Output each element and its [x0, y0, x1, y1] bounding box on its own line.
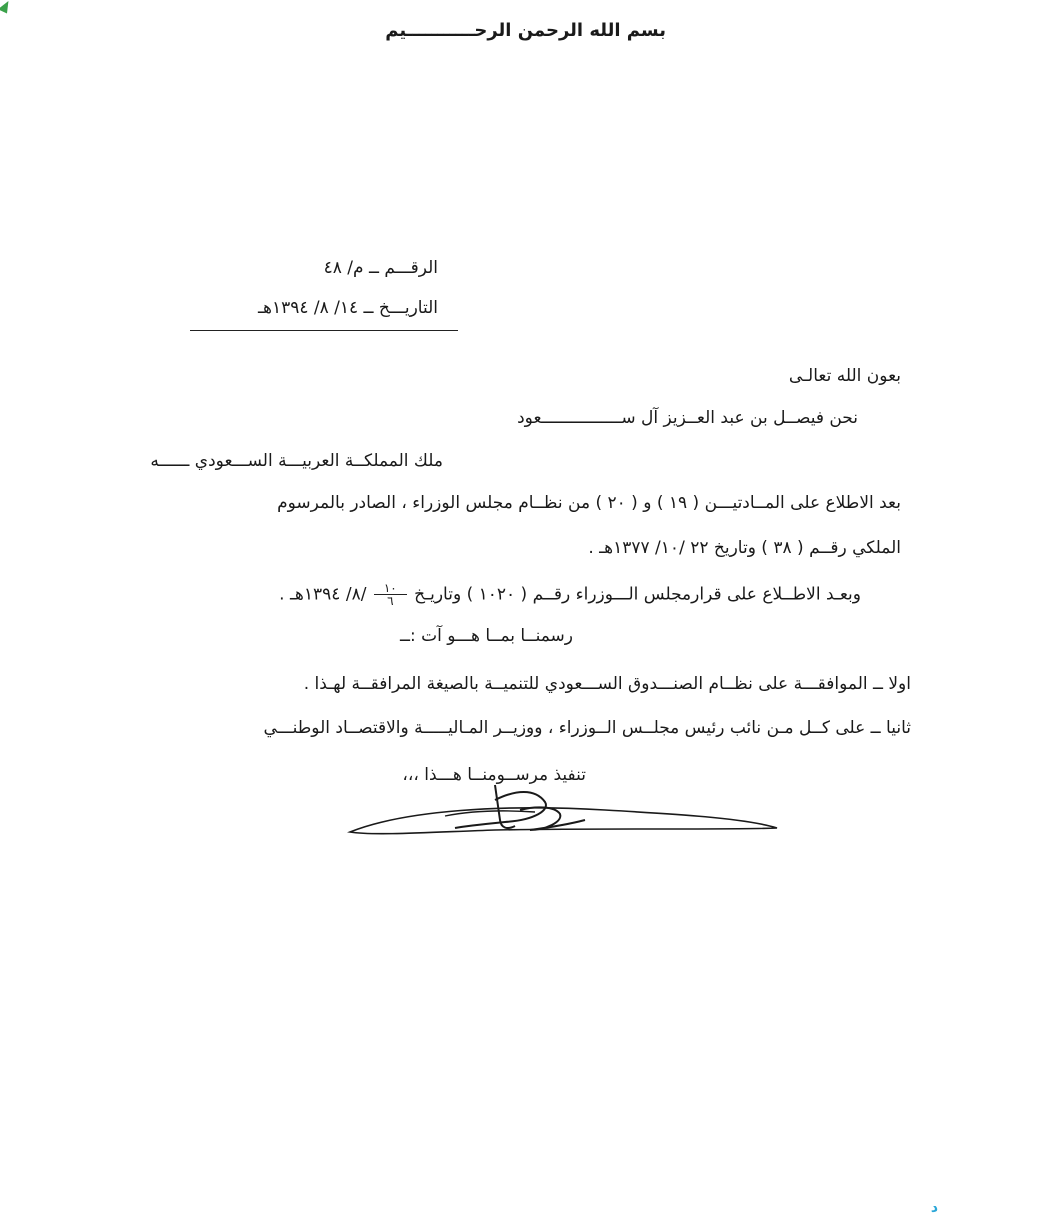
- article-two: ثانيا ــ على كــل مـن نائب رئيس مجلــس الــوزراء ، ووزيــر المـاليـــــة والاقتصــاد الوطنـــي: [263, 718, 911, 738]
- article-two-continuation: تنفيذ مرســومنــا هـــذا ،،،: [402, 765, 586, 785]
- preamble-line-3-start: وبعـد الاطــلاع على قرارمجلس الـــوزراء رقــم ( ١٠٢٠ ) وتاريـخ: [414, 584, 861, 605]
- preamble-line-3: [279, 582, 861, 607]
- preamble-line-1: بعد الاطلاع على المــادتيـــن ( ١٩ ) و ( ٢٠ ) من نظــام مجلس الوزراء ، الصادر بالمرسوم: [277, 493, 901, 513]
- corner-mark-icon: [0, 0, 12, 14]
- header-divider: [190, 330, 458, 331]
- reference-number: الرقـــم ــ م/ ٤٨: [323, 258, 438, 278]
- reference-date: التاريـــخ ــ ١٤/ ٨/ ١٣٩٤هـ: [257, 298, 438, 318]
- preamble-line-3-end: /٨/ ١٣٩٤هـ .: [279, 584, 367, 605]
- basmala-heading: بسم الله الرحمن الرحـــــــــــيم: [385, 20, 666, 41]
- opening-invocation: بعون الله تعالـى: [788, 366, 901, 386]
- king-name-line: نحن فيصــل بن عبد العــزيز آل ســــــــــــــــعود: [517, 408, 858, 428]
- king-title-line: ملك المملكــة العربيـــة الســـعودي ــــــه: [150, 451, 443, 471]
- date-fraction-numerator: ١٠: [374, 582, 407, 595]
- signature-icon: [345, 780, 785, 850]
- page-mark: د: [930, 1200, 938, 1216]
- date-fraction: [374, 582, 407, 607]
- article-one: اولا ــ الموافقـــة على نظــام الصنـــدوق الســـعودي للتنميــة بالصيغة المرافقــة لهـذا .: [303, 674, 911, 694]
- date-fraction-denominator: ٦: [387, 594, 394, 608]
- preamble-line-2: الملكي رقــم ( ٣٨ ) وتاريخ ٢٢ /١٠/ ١٣٧٧هـ .: [588, 538, 901, 558]
- decree-intro: رسمنــا بمــا هـــو آت :ــ: [400, 626, 573, 646]
